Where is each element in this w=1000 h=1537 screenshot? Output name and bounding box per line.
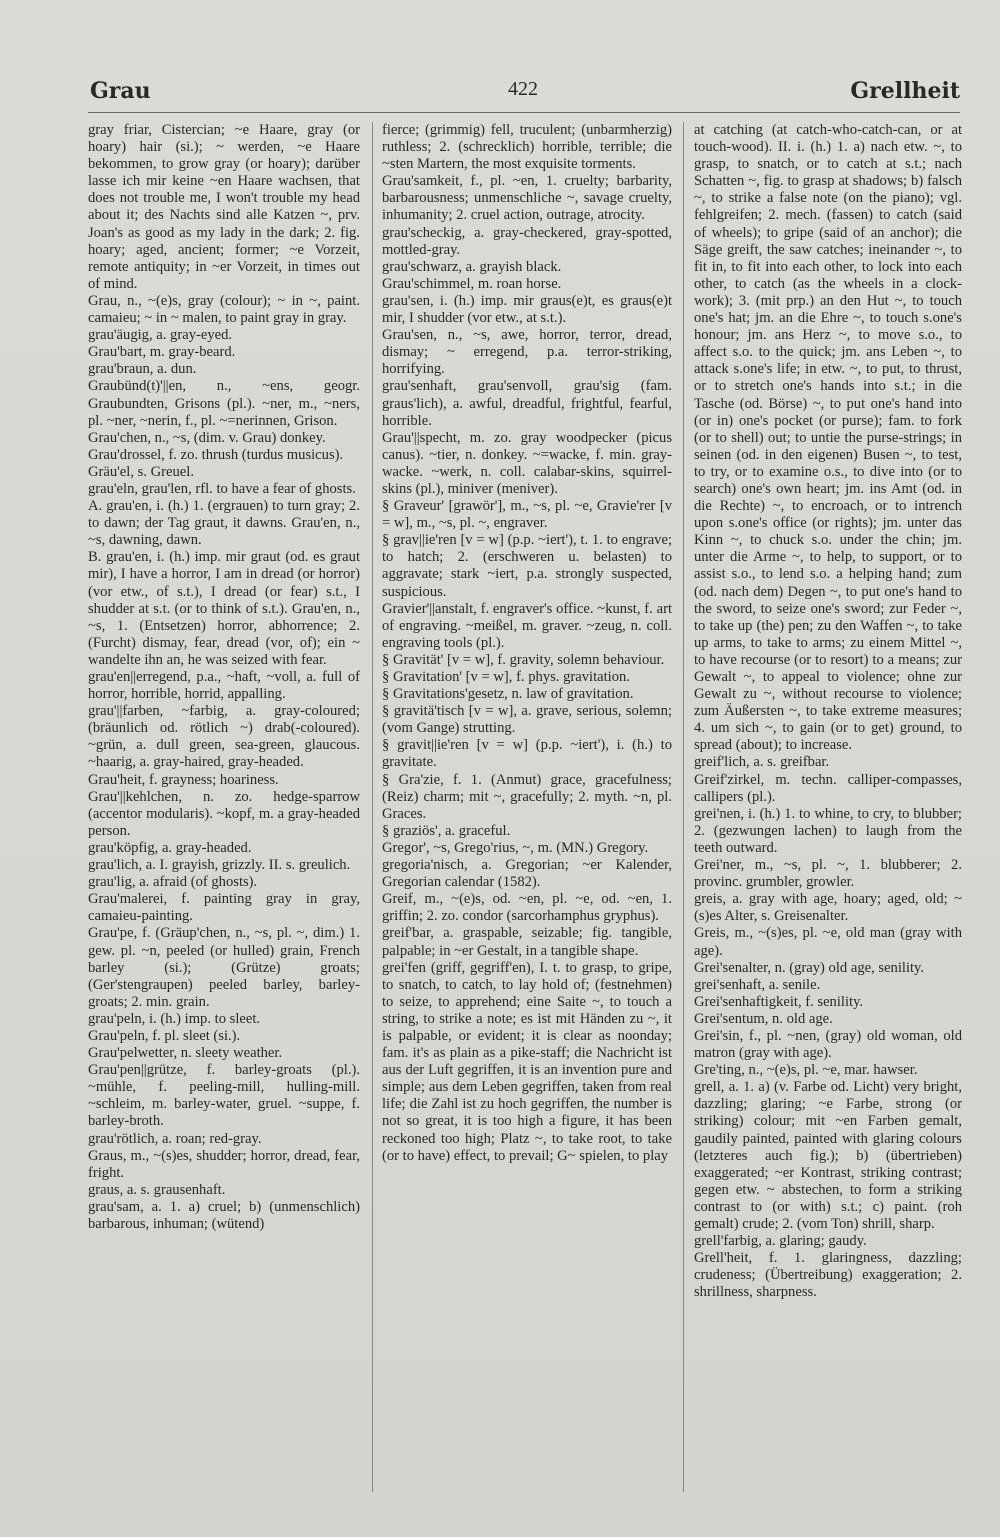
dictionary-entry: Grei'senalter, n. (gray) old age, senility.: [694, 959, 925, 976]
dictionary-entry: grei'fen (griff, gegriff'en), I. t. to grasp, to gripe, to snatch, to catch, to lay hold of; (festnehmen) to seize, to apprehend; eine Saite ~, to touch a string, to strike a note; es ist mit Händen zu ~, it is palpable, or evident; it is clear as noonday; fam. it's as plain as a pike-staff; die Nachricht ist aus der Luft gegriffen, it is an invention pure and simple; aus dem Leben gegriffen, taken from real life; die Zahl ist zu hoch gegriffen, the number is not so great, it is too high a figure, it has been reckoned too high; Platz ~, to take root, to take (or to have) effect, to prevail; G~ spielen, to play: [382, 959, 672, 1164]
dictionary-entry: greis, a. gray with age, hoary; aged, old; ~(s)es Alter, s. Greisenalter.: [694, 891, 962, 925]
dictionary-entry: Grau'pe, f. (Gräup'chen, n., ~s, pl. ~, dim.) 1. gew. pl. ~n, peeled (or hulled) grain, French barley (si.); (Grütze) groats; (Ger'stengraupen) peeled barley, barley-groats; 2. min. grain.: [88, 925, 360, 1010]
dictionary-entry: grau'rötlich, a. roan; red-gray.: [88, 1130, 262, 1147]
dictionary-entry: Grau'sen, n., ~s, awe, horror, terror, dread, dismay; ~ erregend, p.a. terror-striking, horrifying.: [382, 327, 672, 378]
dictionary-entry: Grei'ner, m., ~s, pl. ~, 1. blubberer; 2. provinc. grumbler, growler.: [694, 857, 962, 891]
dictionary-entry: Grei'sentum, n. old age.: [694, 1010, 833, 1027]
dictionary-entry: § Gravitations'gesetz, n. law of gravitation.: [382, 686, 634, 703]
dictionary-entry: Grau'malerei, f. painting gray in gray, camaieu-painting.: [88, 891, 360, 925]
dictionary-entry: Grau'samkeit, f., pl. ~en, 1. cruelty; barbarity, barbarousness; unmenschliche ~, savage cruelty, inhumanity; 2. cruel action, outrage, atrocity.: [382, 173, 672, 224]
dictionary-entry: grau'lich, a. I. grayish, grizzly. II. s. greulich.: [88, 857, 351, 874]
dictionary-entry: Gräu'el, s. Greuel.: [88, 463, 194, 480]
dictionary-entry: grell'farbig, a. glaring; gaudy.: [694, 1233, 867, 1250]
dictionary-entry: gregoria'nisch, a. Gregorian; ~er Kalender, Gregorian calendar (1582).: [382, 857, 672, 891]
dictionary-entry: grau'äugig, a. gray-eyed.: [88, 327, 233, 344]
dictionary-entry: grau'||farben, ~farbig, a. gray-coloured; (bräunlich od. rötlich ~) drab(-coloured). ~grün, a. dull green, sea-green, glaucous. ~haarig, a. gray-haired, gray-headed.: [88, 703, 360, 771]
dictionary-entry: Gre'ting, n., ~(e)s, pl. ~e, mar. hawser.: [694, 1062, 918, 1079]
dictionary-entry: greif'bar, a. graspable, seizable; fig. tangible, palpable; in ~er Gestalt, in a tangible shape.: [382, 925, 672, 959]
dictionary-entry: § gravit||ie'ren [v = w] (p.p. ~iert'), i. (h.) to gravitate.: [382, 737, 672, 771]
dictionary-entry: at catching (at catch-who-catch-can, or at touch-wood). II. i. (h.) 1. a) nach etw. ~, to grasp, to snatch, or to catch at s.t.; nach Schatten ~, fig. to grasp at shadows; b) falsch ~, to strike a false note (on the piano); vgl. fehlgreifen; 2. mech. (fassen) to catch (said of wheels); to gripe (said of an anchor); die Säge greift, the saw catches; ineinander ~, to fit in, to fit into each other, to lock into each other, to catch (as the wheels in a clock-work); 3. (mit prp.) an den Hut ~, to touch one's hat; jm. an die Ehre ~, to touch s.one's honour; jm. ans Herz ~, to move s.o., to affect s.o. to the quick; jm. ans Leben ~, to attack s.one's life; in etw. ~, to put, to thrust, or to stretch one's hands into s.t.; in die Tasche (od. Börse) ~, to put one's hand into (or in) one's pocket (or purse); fam. to fork (or to shell) out; to untie the purse-strings; in seinen (od. in den eigenen) Busen ~, to test, to try, or to examine o.s., to dive into (or to search) one's own heart; jm. ins Amt (od. in die Rechte) ~, to encroach, or to intrench upon s.one's office (or rights); jm. unter das Kinn ~, to chuck s.o. under the chin; jm. unter die Arme ~, to help, to support, or to assist s.o., to lend s.o. a helping hand; zum (od. nach dem) Degen ~, to put one's hand to the sword, to seize one's sword; zur Feder ~, to take up (the) pen; zu den Waffen ~, to take up arms, to take to arms; zu einem Mittel ~, to have recourse (or to resort) to a means; zur Gewalt ~, to appeal to violence; ohne zur Gewalt zu ~, without recourse to violence; zum Äußersten ~, to take extreme measures; 4. um sich ~, to gain (or to get) ground, to spread (about); to increase.: [694, 122, 962, 754]
dictionary-entry: grau'senhaft, grau'senvoll, grau'sig (fam. graus'lich), a. awful, dreadful, frightful, fearful, horrible.: [382, 378, 672, 429]
column-1: [88, 122, 360, 1233]
header-rule: [88, 112, 960, 113]
dictionary-entry: Grau'peln, f. pl. sleet (si.).: [88, 1027, 241, 1044]
dictionary-entry: Greif'zirkel, m. techn. calliper-compasses, callipers (pl.).: [694, 771, 962, 805]
dictionary-entry: § Gravität' [v = w], f. gravity, solemn behaviour.: [382, 651, 665, 668]
dictionary-entry: grei'nen, i. (h.) 1. to whine, to cry, to blubber; 2. (gezwungen lachen) to laugh from the teeth outward.: [694, 805, 962, 856]
dictionary-entry: grau'en||erregend, p.a., ~haft, ~voll, a. full of horror, horrible, horrid, appalling.: [88, 669, 360, 703]
dictionary-entry: Grau'||specht, m. zo. gray woodpecker (picus canus). ~tier, n. donkey. ~=wacke, f. min. gray-wacke. ~werk, n. coll. calabar-skins, squirrel-skins (pl.), miniver (meniver).: [382, 429, 672, 497]
dictionary-entry: § graziös', a. graceful.: [382, 822, 511, 839]
dictionary-entry: grau'sen, i. (h.) imp. mir graus(e)t, es graus(e)t mir, I shudder (vor etw., at s.t.).: [382, 292, 672, 327]
dictionary-entry: § Graveur' [grawör'], m., ~s, pl. ~e, Gravie'rer [v = w], m., ~s, pl. ~, engraver.: [382, 498, 672, 532]
dictionary-entry: greif'lich, a. s. greifbar.: [694, 754, 830, 771]
column-2: [382, 122, 672, 1165]
dictionary-entry: Grau'chen, n., ~s, (dim. v. Grau) donkey.: [88, 429, 326, 446]
dictionary-entry: grell, a. 1. a) (v. Farbe od. Licht) very bright, dazzling; glaring; ~e Farbe, strong (or striking) colour; mit ~en Farben gemalt, gaudily painted, painted with glaring colours (letzteres auch fig.); b) (übertrieben) exaggerated; ~er Kontrast, striking contrast; gegen etw. ~ abstechen, to form a striking contrast to (or with) s.t.; c) paint. (roh gemalt) crude; 2. (vom Ton) shrill, sharp.: [694, 1079, 962, 1232]
dictionary-entry: A. grau'en, i. (h.) 1. (ergrauen) to turn gray; 2. to dawn; der Tag graut, it dawns. Grau'en, n., ~s, dawning, dawn.: [88, 498, 360, 549]
page-number: 422: [508, 78, 538, 100]
dictionary-entry: graus, a. s. grausenhaft.: [88, 1181, 226, 1198]
dictionary-entry: Grau'bart, m. gray-beard.: [88, 344, 236, 361]
left-guideword: Grau: [90, 78, 151, 104]
dictionary-entry: Grau'||kehlchen, n. zo. hedge-sparrow (accentor modularis). ~kopf, m. a gray-headed person.: [88, 788, 360, 839]
dictionary-entry: fierce; (grimmig) fell, truculent; (unbarmherzig) ruthless; 2. (schrecklich) horrible, terrible; die ~sten Martern, the most exquisite torments.: [382, 122, 672, 173]
dictionary-entry: Grau'heit, f. grayness; hoariness.: [88, 771, 279, 788]
dictionary-entry: § gravitä'tisch [v = w], a. grave, serious, solemn; (vom Gange) strutting.: [382, 703, 672, 737]
dictionary-entry: Grau, n., ~(e)s, gray (colour); ~ in ~, paint. camaieu; ~ in ~ malen, to paint gray in gray.: [88, 292, 360, 327]
right-guideword: Grellheit: [850, 78, 960, 104]
page-header: [90, 70, 960, 110]
dictionary-entry: § Gravitation' [v = w], f. phys. gravitation.: [382, 669, 630, 685]
dictionary-entry: grau'lig, a. afraid (of ghosts).: [88, 874, 258, 891]
dictionary-entry: Grau'pen||grütze, f. barley-groats (pl.). ~mühle, f. peeling-mill, hulling-mill. ~schleim, m. barley-water, gruel. ~suppe, f. barley-broth.: [88, 1062, 360, 1130]
dictionary-entry: Grau'drossel, f. zo. thrush (turdus musicus).: [88, 446, 344, 463]
dictionary-entry: Gravier'||anstalt, f. engraver's office. ~kunst, f. art of engraving. ~meißel, m. graver. ~zeug, n. coll. engraving tools (pl.).: [382, 600, 672, 651]
dictionary-entry: grau'sam, a. 1. a) cruel; b) (unmenschlich) barbarous, inhuman; (wütend): [88, 1198, 360, 1232]
dictionary-entry: Graubünd(t)'||en, n., ~ens, geogr. Graubundten, Grisons (pl.). ~ner, m., ~ners, pl. ~ner, ~nerin, f., pl. ~=nerinnen, Grison.: [88, 378, 360, 429]
dictionary-entry: Grei'sin, f., pl. ~nen, (gray) old woman, old matron (gray with age).: [694, 1027, 962, 1062]
dictionary-entry: gray friar, Cistercian; ~e Haare, gray (or hoary) hair (si.); ~ werden, ~e Haare bekommen, to grow gray (or hoary); darüber lasse ich mir keine ~en Haare wachsen, that does not trouble me, I won't trouble my head about it; des Nachts sind alle Katzen ~, prv. Joan's as good as my lady in the dark; 2. fig. hoary; aged, ancient; former; ~e Vorzeit, remote antiquity; in ~er Vorzeit, in times out of mind.: [88, 122, 360, 292]
dictionary-entry: grau'peln, i. (h.) imp. to sleet.: [88, 1010, 261, 1027]
dictionary-entry: Gregor', ~s, Grego'rius, ~, m. (MN.) Gregory.: [382, 839, 649, 856]
column-divider-2: [683, 122, 684, 1492]
dictionary-entry: grau'braun, a. dun.: [88, 361, 197, 378]
dictionary-entry: Grei'senhaftigkeit, f. senility.: [694, 993, 864, 1010]
dictionary-entry: grau'schwarz, a. grayish black.: [382, 258, 562, 275]
column-3: [694, 122, 962, 1301]
dictionary-entry: Grau'schimmel, m. roan horse.: [382, 275, 562, 292]
dictionary-entry: Greis, m., ~(s)es, pl. ~e, old man (gray with age).: [694, 925, 962, 959]
dictionary-entry: grau'köpfig, a. gray-headed.: [88, 839, 252, 856]
dictionary-entry: grau'eln, grau'len, rfl. to have a fear of ghosts.: [88, 480, 356, 497]
dictionary-entry: grei'senhaft, a. senile.: [694, 976, 821, 993]
column-divider-1: [372, 122, 373, 1492]
dictionary-entry: Grell'heit, f. 1. glaringness, dazzling; crudeness; (Übertreibung) exaggeration; 2. shrillness, sharpness.: [694, 1250, 962, 1301]
dictionary-entry: Greif, m., ~(e)s, od. ~en, pl. ~e, od. ~en, 1. griffin; 2. zo. condor (sarcorhamphus gryphus).: [382, 891, 672, 925]
dictionary-entry: § grav||ie'ren [v = w] (p.p. ~iert'), t. 1. to engrave; to hatch; 2. (erschweren u. belasten) to aggravate; stark ~iert, p.a. strongly suspected, suspicious.: [382, 532, 672, 600]
dictionary-entry: grau'scheckig, a. gray-checkered, gray-spotted, mottled-gray.: [382, 224, 672, 258]
dictionary-entry: B. grau'en, i. (h.) imp. mir graut (od. es graut mir), I have a horror, I am in dread (or horror) (vor etw., of s.t.), I dread (or fear) s.t., I shudder at s.t. (or to think of s.t.). Grau'en, n., ~s, 1. (Entsetzen) horror, abhorrence; 2. (Furcht) dismay, fear, dread (vor, of); ein ~ wandelte ihn an, he was seized with fear.: [88, 549, 360, 668]
dictionary-entry: Grau'pelwetter, n. sleety weather.: [88, 1045, 283, 1062]
dictionary-entry: § Gra'zie, f. 1. (Anmut) grace, gracefulness; (Reiz) charm; mit ~, gracefully; 2. myth. ~n, pl. Graces.: [382, 771, 672, 822]
dictionary-entry: Graus, m., ~(s)es, shudder; horror, dread, fear, fright.: [88, 1147, 360, 1181]
